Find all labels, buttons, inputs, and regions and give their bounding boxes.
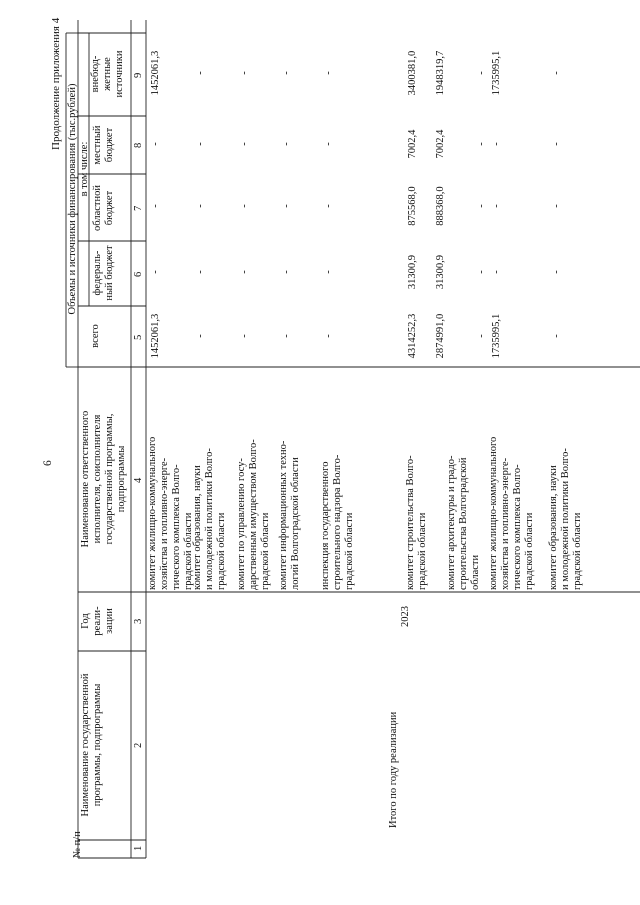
executor-line: комитет архитектуры и градо-	[446, 455, 457, 590]
value-cell-local: -	[195, 142, 206, 146]
header-col-year-line3: зации	[104, 608, 115, 634]
header-col-local	[92, 117, 116, 173]
value-cell-federal: -	[551, 270, 562, 274]
executor-line: градской области	[183, 512, 194, 590]
value-cell-local: -	[476, 142, 487, 146]
executor-line: градской области	[417, 512, 428, 590]
value-cell-extra: -	[239, 71, 250, 75]
value-cell-extra: -	[476, 71, 487, 75]
col-number-9: 9	[133, 72, 144, 78]
header-col-executor	[80, 368, 128, 590]
executor-cell	[405, 455, 429, 590]
value-cell-local: 7002,4	[407, 129, 418, 159]
header-col-executor-line4: подпрограммы	[116, 445, 127, 513]
executor-line: области	[470, 554, 481, 590]
value-cell-regional: 875568,0	[407, 186, 418, 226]
executor-line: градской области	[572, 512, 583, 590]
executor-line: логий Волгоградской области	[290, 457, 301, 590]
col-number-6: 6	[133, 271, 144, 277]
value-cell-local: -	[551, 142, 562, 146]
executor-line: комитет по управлению госу-	[236, 458, 247, 590]
value-cell-federal: 31300,9	[435, 254, 446, 290]
col-number-2: 2	[133, 742, 144, 748]
executor-cell	[147, 437, 195, 590]
executor-line: и молодежной политики Волго-	[560, 448, 571, 590]
value-cell-federal: -	[491, 270, 502, 274]
value-cell-federal: -	[323, 270, 334, 274]
header-col-executor-line1: Наименование ответственного	[80, 410, 91, 548]
value-cell-extra: 1735995,1	[491, 50, 502, 96]
executor-line: тического комплекса Волго-	[512, 464, 523, 590]
executor-line: дарственным имуществом Волго-	[248, 439, 259, 590]
page-number: 6	[42, 460, 54, 466]
value-cell-federal: -	[239, 270, 250, 274]
executor-line: градской области	[216, 512, 227, 590]
value-cell-regional: -	[150, 204, 161, 208]
value-cell-extra: -	[323, 71, 334, 75]
value-cell-extra: 1948319,7	[435, 50, 446, 96]
header-col-extra	[90, 33, 126, 115]
header-col-program-line1: Наименование государственной	[80, 673, 91, 817]
executor-cell	[236, 439, 272, 590]
col-number-8: 8	[133, 142, 144, 148]
header-col-extra-line2: жетные	[102, 57, 113, 91]
executor-line: комитет жилищно-коммунального	[488, 436, 499, 590]
header-col-local-line1: местный	[92, 125, 103, 165]
value-cell-extra: 3400381,0	[407, 50, 418, 96]
executor-line: градской области	[524, 512, 535, 590]
value-cell-total: -	[551, 334, 562, 338]
value-cell-extra: -	[195, 71, 206, 75]
value-cell-total: -	[195, 334, 206, 338]
value-cell-federal: -	[195, 270, 206, 274]
executor-cell	[278, 441, 302, 590]
executor-cell	[548, 448, 584, 590]
executor-cell	[446, 455, 482, 590]
value-cell-regional: -	[323, 204, 334, 208]
continuation-label: Продолжение приложения 4	[50, 17, 62, 150]
header-col-extra-line3: источники	[114, 50, 125, 98]
header-financing-group: Объемы и источники финансирования (тыс.рублей)	[67, 83, 78, 315]
header-col-year-line2: реали-	[92, 606, 103, 636]
executor-cell	[192, 448, 228, 590]
executor-cell	[488, 437, 536, 590]
value-cell-regional: -	[195, 204, 206, 208]
value-cell-federal: -	[476, 270, 487, 274]
year-2023: 2023	[400, 606, 411, 627]
header-col-executor-line2: исполнителя, соисполнителя	[92, 414, 103, 544]
value-cell-federal: -	[281, 270, 292, 274]
value-cell-total: 4314252,3	[407, 313, 418, 359]
value-cell-local: -	[150, 142, 161, 146]
col-number-5: 5	[133, 334, 144, 340]
header-col-extra-line1: внебюд-	[90, 55, 101, 93]
executor-line: комитет информационных техно-	[278, 440, 289, 590]
value-cell-total: 2874991,0	[435, 313, 446, 359]
header-col-regional-line1: областной	[92, 185, 103, 231]
total-by-year-label: Итого по году реализации	[388, 711, 399, 828]
header-total: всего	[90, 324, 101, 348]
value-cell-total: -	[281, 334, 292, 338]
header-col-regional	[92, 176, 116, 240]
value-cell-local: 7002,4	[435, 129, 446, 159]
value-cell-local: -	[281, 142, 292, 146]
value-cell-local: -	[491, 142, 502, 146]
value-cell-regional: -	[476, 204, 487, 208]
header-col-regional-line2: бюджет	[104, 190, 115, 226]
executor-line: хозяйства и топливно-энерге-	[500, 457, 511, 590]
value-cell-extra: -	[551, 71, 562, 75]
value-cell-total: -	[323, 334, 334, 338]
executor-line: хозяйства и топливно-энерге-	[159, 457, 170, 590]
value-cell-federal: 31300,9	[407, 254, 418, 290]
executor-line: строительства Волгоградской	[458, 457, 469, 590]
header-col-number	[72, 831, 84, 858]
col-number-3: 3	[133, 618, 144, 624]
executor-line: тического комплекса Волго-	[171, 464, 182, 590]
col-number-1: 1	[133, 845, 144, 851]
executor-line: комитет жилищно-коммунального	[147, 436, 158, 590]
header-col-federal	[92, 242, 116, 304]
value-cell-regional: 888368,0	[435, 186, 446, 226]
value-cell-regional: -	[281, 204, 292, 208]
header-col-executor-line3: государственной программы,	[104, 413, 115, 545]
value-cell-extra: 1452061,3	[150, 50, 161, 96]
value-cell-total: 1452061,3	[150, 313, 161, 359]
header-col-federal-line1: федераль-	[92, 250, 103, 296]
value-cell-extra: -	[281, 71, 292, 75]
header-col-number-text: № п/п	[72, 831, 83, 858]
executor-cell	[320, 455, 356, 590]
col-number-7: 7	[133, 205, 144, 211]
col-number-4: 4	[133, 477, 144, 483]
value-cell-regional: -	[491, 204, 502, 208]
executor-line: комитет образования, науки	[192, 465, 203, 590]
header-col-local-line2: бюджет	[104, 127, 115, 163]
header-col-federal-line2: ный бюджет	[104, 245, 115, 301]
value-cell-federal: -	[150, 270, 161, 274]
executor-line: градской области	[344, 512, 355, 590]
value-cell-total: 1735995,1	[491, 313, 502, 359]
value-cell-local: -	[323, 142, 334, 146]
executor-line: инспекция государственного	[320, 461, 331, 590]
value-cell-local: -	[239, 142, 250, 146]
executor-line: комитет строительства Волго-	[405, 455, 416, 590]
executor-line: строительного надзора Волго-	[332, 454, 343, 590]
header-col-program-line2: программы, подпрограммы	[92, 683, 103, 807]
value-cell-total: -	[239, 334, 250, 338]
value-cell-regional: -	[551, 204, 562, 208]
header-col-program	[80, 652, 104, 838]
executor-line: комитет образования, науки	[548, 465, 559, 590]
executor-line: и молодежной политики Волго-	[204, 448, 215, 590]
executor-line: градской области	[260, 512, 271, 590]
header-col-year	[80, 592, 116, 650]
header-subgroup: в том числе:	[79, 141, 90, 197]
value-cell-regional: -	[239, 204, 250, 208]
value-cell-total: -	[476, 334, 487, 338]
header-col-year-line1: Год	[80, 613, 91, 629]
